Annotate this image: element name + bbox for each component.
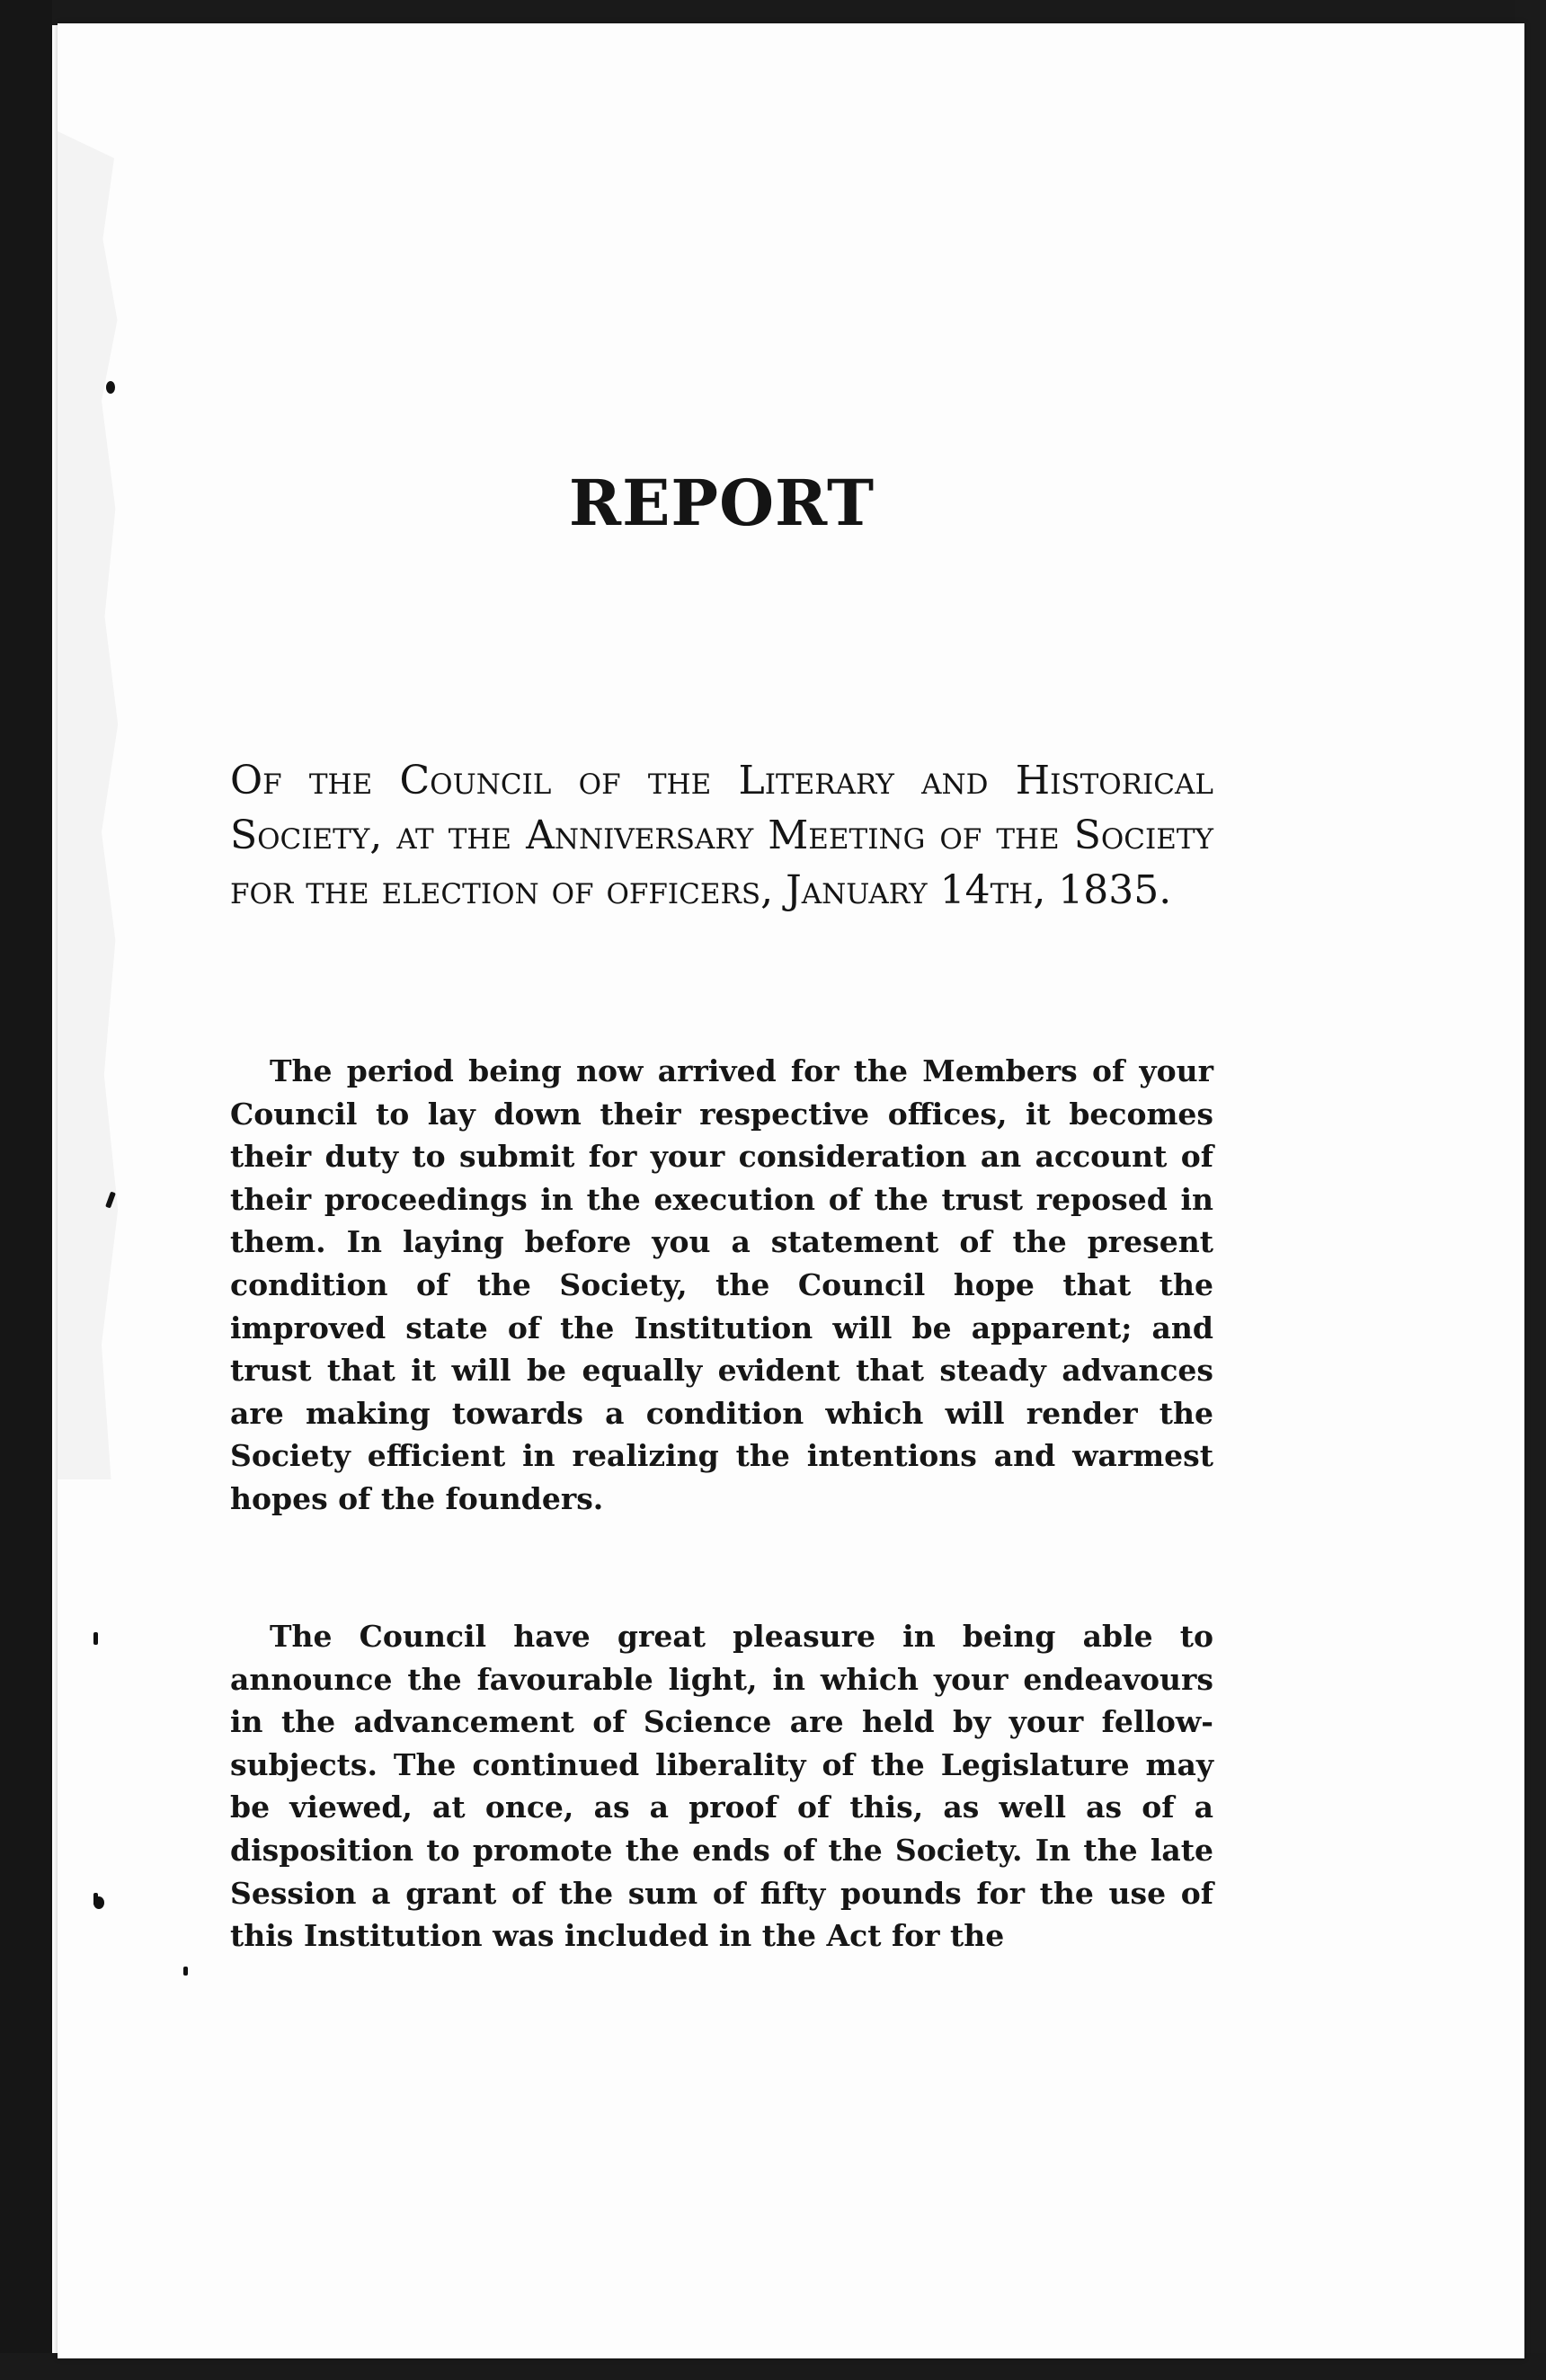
body-paragraph: The Council have great pleasure in being able to announce the favourable light, in which your endeavours in the advancement of Science are held by your fellow-subjects. The continued liberality of the Legislature may be viewed, at once, as a proof of this, as well as of a disposition to promote the ends of the Society. In the late Session a grant of the sum of fifty pounds for the use of this Institution was included in the Act for the xyxy=(230,1619,1213,1954)
margin-mark xyxy=(93,1632,98,1645)
margin-mark xyxy=(183,1967,188,1976)
page-title: REPORT xyxy=(568,466,875,540)
scan-edge-top xyxy=(0,0,1546,25)
torn-page-edge xyxy=(58,131,120,1479)
report-subtitle: Of the Council of the Literary and Historical Society, at the Anniversary Meeting of the Society for the election of officers, January 14th, 1835. xyxy=(230,758,1213,913)
body-paragraph: The period being now arrived for the Members of your Council to lay down their respective offices, it becomes their duty to submit for your consideration an account of their proceedings in the execution of the trust reposed in them. In laying before you a statement of the present condition of the Society, the Council hope that the improved state of the Institution will be apparent; and trust that it will be equally evident that steady advances are making towards a condition which will render the Society efficient in realizing the intentions and warmest hopes of the founders. xyxy=(230,1053,1213,1516)
margin-mark xyxy=(106,381,115,394)
margin-mark xyxy=(93,1896,104,1909)
scan-edge-left xyxy=(0,0,52,2380)
